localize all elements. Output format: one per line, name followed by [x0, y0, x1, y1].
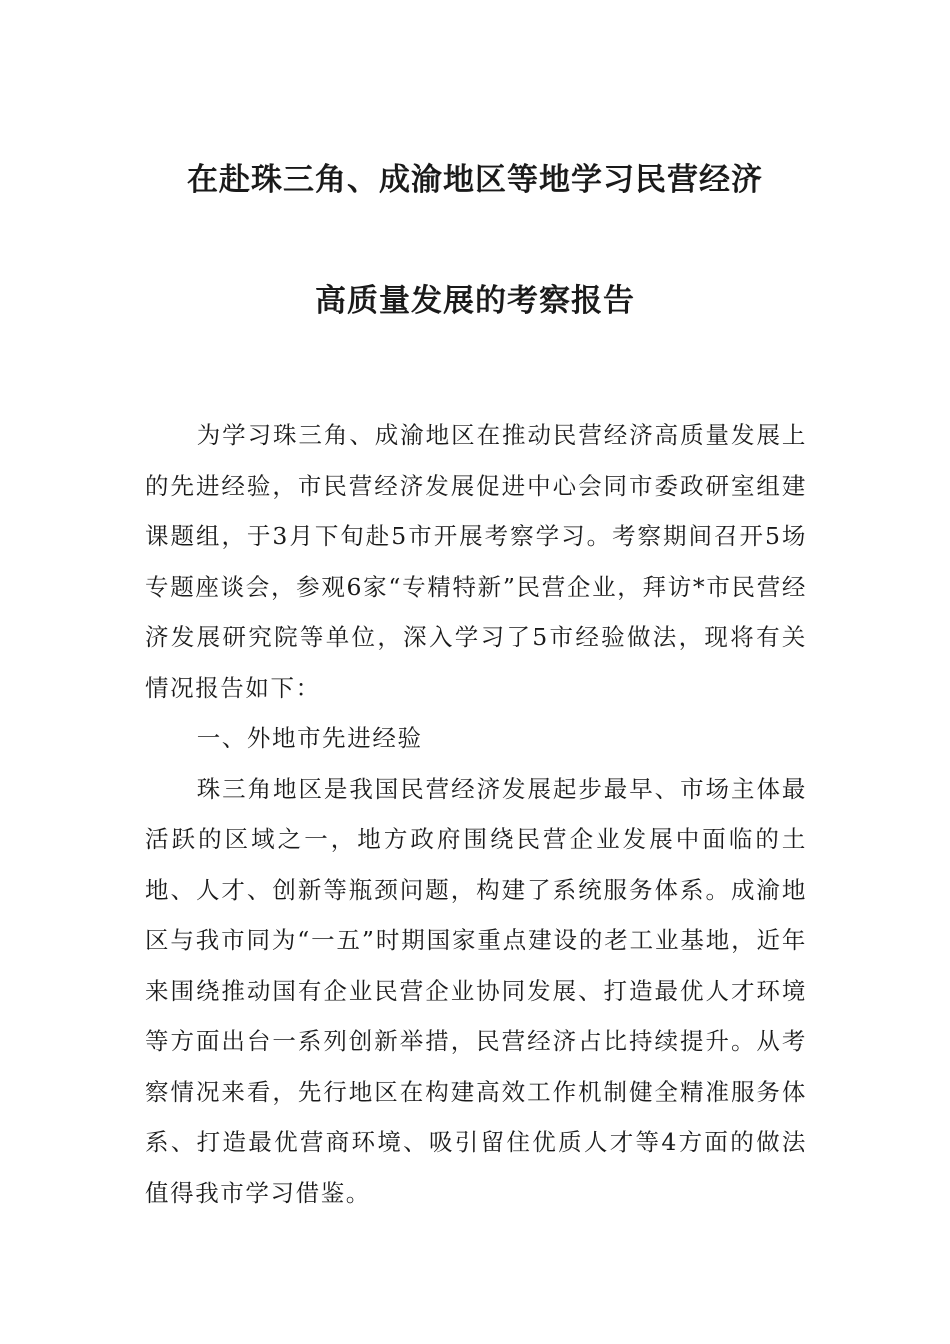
document-title-line-2: 高质量发展的考察报告: [315, 283, 635, 319]
section-heading: 一、外地市先进经验: [196, 724, 423, 752]
section-paragraph: 珠三角地区是我国民营经济发展起步最早、市场主体最活跃的区域之一，地方政府围绕民营企业发展中面临的土地、人才、创新等瓶颈问题，构建了系统服务体系。成渝地区与我市同为“一五”时期国家重点建设的老工业基地，近年来围绕推动国有企业民营企业协同发展、打造最优人才环境等方面出台一系列创新举措，民营经济占比持续提升。从考察情况来看，先行地区在构建高效工作机制健全精准服务体系、打造最优营商环境、吸引留住优质人才等4方面的做法值得我市学习借鉴。: [145, 774, 807, 1207]
document-body: [145, 410, 807, 1218]
intro-paragraph: 为学习珠三角、成渝地区在推动民营经济高质量发展上的先进经验，市民营经济发展促进中心会同市委政研室组建课题组，于3月下旬赴5市开展考察学习。考察期间召开5场专题座谈会，参观6家“专精特新”民营企业，拜访*市民营经济发展研究院等单位，深入学习了5市经验做法，现将有关情况报告如下：: [145, 421, 807, 702]
document-title-line-1: 在赴珠三角、成渝地区等地学习民营经济: [187, 162, 763, 198]
